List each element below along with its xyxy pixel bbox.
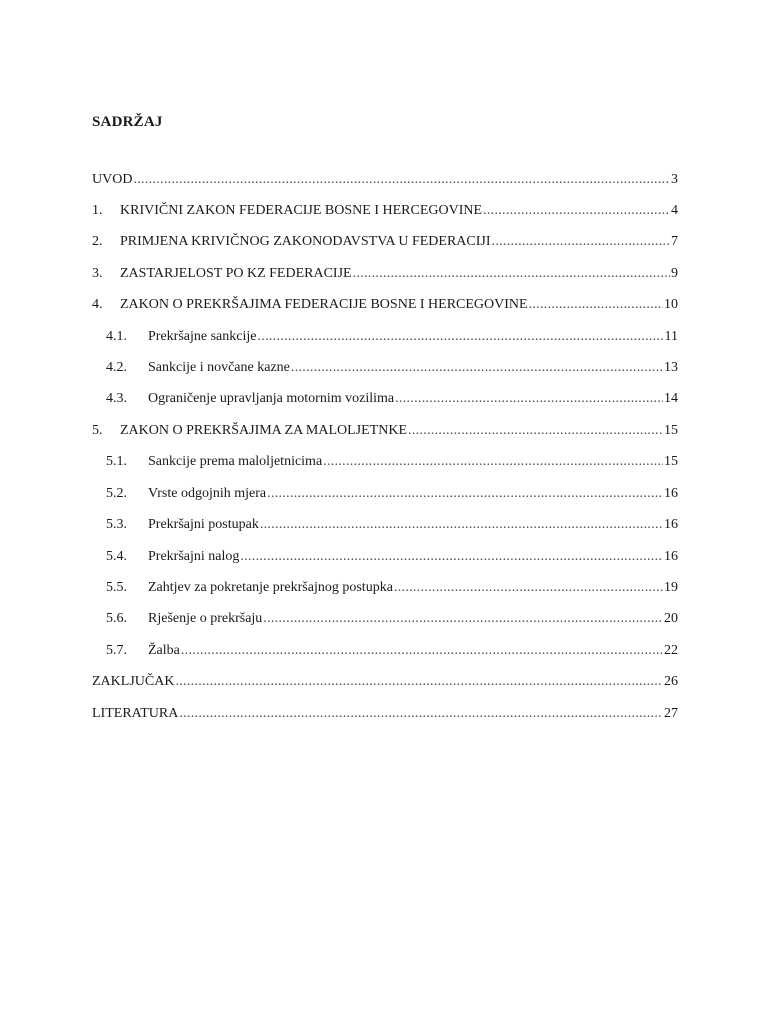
toc-entry-text: ZAKLJUČAK: [92, 674, 175, 689]
toc-entry-text: Vrste odgojnih mjera: [148, 486, 267, 501]
toc-entry-number: 1.: [92, 203, 103, 218]
toc-entry-zakljucak[interactable]: [92, 672, 678, 692]
toc-entry-number: 4.3.: [106, 391, 127, 406]
toc-leader-dots: [181, 641, 663, 661]
toc-entry-number: 5.2.: [106, 486, 127, 501]
toc-page-number: 20: [664, 611, 678, 626]
toc-leader-dots: [291, 358, 663, 378]
toc-entry-5-5[interactable]: [106, 578, 678, 598]
toc-leader-dots: [394, 578, 663, 598]
toc-entry-text: Žalba: [148, 643, 180, 658]
toc-entry-5-1[interactable]: [106, 452, 678, 472]
toc-entry-number: 5.4.: [106, 549, 127, 564]
toc-leader-dots: [260, 515, 663, 535]
toc-entry-1[interactable]: [92, 201, 678, 221]
toc-entry-5-3[interactable]: [106, 515, 678, 535]
toc-page-number: 10: [664, 297, 678, 312]
toc-entry-number: 5.5.: [106, 580, 127, 595]
toc-page-number: 26: [664, 674, 678, 689]
toc-entry-text: UVOD: [92, 172, 133, 187]
toc-page-number: 3: [671, 172, 678, 187]
toc-page-number: 4: [671, 203, 678, 218]
toc-entry-4-2[interactable]: [106, 358, 678, 378]
toc-leader-dots: [263, 609, 663, 629]
toc-entry-5-7[interactable]: [106, 641, 678, 661]
toc-leader-dots: [240, 547, 663, 567]
toc-entry-5[interactable]: [92, 421, 678, 441]
toc-page-number: 16: [664, 486, 678, 501]
toc-entry-4[interactable]: [92, 295, 678, 315]
toc-leader-dots: [492, 232, 670, 252]
toc-leader-dots: [179, 704, 663, 724]
toc-page-number: 16: [664, 549, 678, 564]
toc-leader-dots: [175, 672, 663, 692]
toc-entry-5-6[interactable]: [106, 609, 678, 629]
toc-page-number: 14: [664, 391, 678, 406]
toc-entry-text: Sankcije prema maloljetnicima: [148, 454, 323, 469]
toc-page-number: 15: [664, 423, 678, 438]
toc-entry-number: 5.6.: [106, 611, 127, 626]
toc-entry-text: Rješenje o prekršaju: [148, 611, 263, 626]
toc-entry-number: 5.3.: [106, 517, 127, 532]
toc-entry-number: 4.2.: [106, 360, 127, 375]
toc-entry-number: 5.1.: [106, 454, 127, 469]
toc-entry-number: 4.1.: [106, 329, 127, 344]
toc-entry-text: Prekršajne sankcije: [148, 329, 257, 344]
toc-entry-3[interactable]: [92, 264, 678, 284]
toc-page-number: 7: [671, 234, 678, 249]
toc-entry-text: PRIMJENA KRIVIČNOG ZAKONODAVSTVA U FEDERACIJI: [120, 234, 491, 249]
toc-leader-dots: [323, 452, 663, 472]
toc-page-number: 13: [664, 360, 678, 375]
toc-entry-text: KRIVIČNI ZAKON FEDERACIJE BOSNE I HERCEGOVINE: [120, 203, 483, 218]
toc-leader-dots: [257, 327, 663, 347]
toc-entry-text: LITERATURA: [92, 706, 179, 721]
toc-page-number: 11: [664, 329, 678, 344]
toc-entry-4-1[interactable]: [106, 327, 678, 347]
toc-entry-literatura[interactable]: [92, 704, 678, 724]
toc-entry-text: Prekršajni postupak: [148, 517, 259, 532]
toc-leader-dots: [267, 484, 663, 504]
toc-entry-text: ZAKON O PREKRŠAJIMA FEDERACIJE BOSNE I HERCEGOVINE: [120, 297, 528, 312]
toc-entry-number: 5.7.: [106, 643, 127, 658]
toc-leader-dots: [408, 421, 663, 441]
toc-page-number: 15: [664, 454, 678, 469]
toc-entry-4-3[interactable]: [106, 389, 678, 409]
toc-leader-dots: [483, 201, 670, 221]
toc-entry-5-2[interactable]: [106, 484, 678, 504]
toc-title: SADRŽAJ: [92, 114, 163, 130]
toc-leader-dots: [133, 170, 670, 190]
toc-entry-number: 2.: [92, 234, 103, 249]
toc-entry-number: 4.: [92, 297, 103, 312]
toc-page-number: 19: [664, 580, 678, 595]
toc-entry-5-4[interactable]: [106, 547, 678, 567]
toc-entry-number: 5.: [92, 423, 103, 438]
toc-entry-text: Ograničenje upravljanja motornim vozilima: [148, 391, 395, 406]
toc-entry-text: Sankcije i novčane kazne: [148, 360, 290, 375]
toc-entry-2[interactable]: [92, 232, 678, 252]
toc-entry-text: Prekršajni nalog: [148, 549, 240, 564]
toc-page-number: 22: [664, 643, 678, 658]
toc-entry-uvod[interactable]: [92, 170, 678, 190]
toc-leader-dots: [395, 389, 663, 409]
toc-page-number: 27: [664, 706, 678, 721]
toc-page-number: 9: [671, 266, 678, 281]
toc-leader-dots: [529, 295, 663, 315]
toc-entry-text: Zahtjev za pokretanje prekršajnog postupka: [148, 580, 393, 595]
toc-entry-number: 3.: [92, 266, 103, 281]
toc-page-number: 16: [664, 517, 678, 532]
toc-entry-text: ZAKON O PREKRŠAJIMA ZA MALOLJETNKE: [120, 423, 408, 438]
toc-leader-dots: [353, 264, 670, 284]
toc-entry-text: ZASTARJELOST PO KZ FEDERACIJE: [120, 266, 352, 281]
